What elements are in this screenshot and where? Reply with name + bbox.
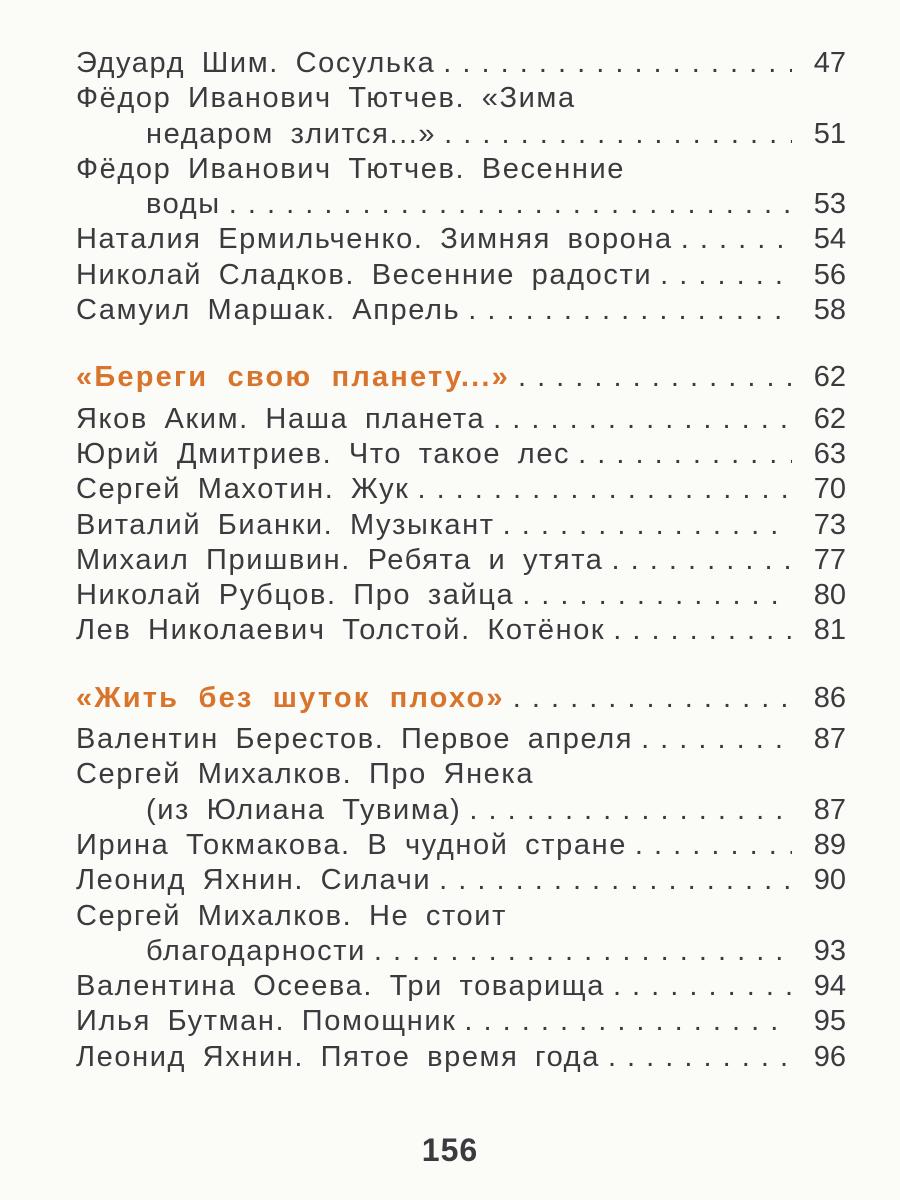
dot-leader <box>635 828 792 863</box>
entry-title: Фёдор Иванович Тютчев. «Зима <box>76 82 576 115</box>
entry-title: недаром злится...» <box>146 117 437 150</box>
dot-leader <box>229 187 792 222</box>
section-title: «Береги свою планету...» <box>76 361 510 394</box>
section-page-number: 86 <box>813 681 846 714</box>
entry-title: Сергей Махотин. Жук <box>76 473 410 506</box>
dot-leader <box>518 360 792 395</box>
entry-title: Николай Сладков. Весенние радости <box>76 258 653 291</box>
dot-leader <box>513 681 792 716</box>
dot-leader <box>503 508 792 543</box>
section-title: «Жить без шуток плохо» <box>76 681 505 714</box>
dot-leader <box>613 613 792 648</box>
entry-title: Фёдор Иванович Тютчев. Весенние <box>76 152 626 185</box>
page-number: 156 <box>421 1132 479 1168</box>
entry-page-number: 90 <box>813 864 846 897</box>
toc-entry <box>76 258 846 293</box>
dot-leader <box>439 863 792 898</box>
entry-title: Валентина Осеева. Три товарища <box>76 970 605 1003</box>
toc-entry <box>76 508 846 543</box>
entry-title: Илья Бутман. Помощник <box>76 1005 457 1038</box>
entry-title: Лев Николаевич Толстой. Котёнок <box>76 614 606 647</box>
toc-entry <box>76 613 846 648</box>
entry-page-number: 80 <box>813 579 846 612</box>
dot-leader <box>613 969 792 1004</box>
entry-page-number: 95 <box>813 1005 846 1038</box>
toc-entry <box>76 46 846 81</box>
entry-page-number: 70 <box>813 473 846 506</box>
dot-leader <box>660 258 792 293</box>
toc-entry <box>76 1004 846 1039</box>
entry-page-number: 56 <box>813 258 846 291</box>
entry-title: воды <box>146 188 221 221</box>
entry-page-number: 58 <box>813 294 846 327</box>
entry-title: Леонид Яхнин. Пятое время года <box>76 1040 600 1073</box>
entry-title: Михаил Пришвин. Ребята и утята <box>76 543 604 576</box>
toc-entry <box>76 222 846 257</box>
dot-leader <box>417 472 792 507</box>
entry-title: благодарности <box>146 934 366 967</box>
dot-leader <box>469 793 792 828</box>
toc-entry <box>76 969 846 1004</box>
dot-leader <box>374 934 792 969</box>
dot-leader <box>468 293 792 328</box>
toc-entry <box>76 543 846 578</box>
entry-page-number: 96 <box>813 1040 846 1073</box>
dot-leader <box>681 222 792 257</box>
dot-leader <box>444 117 792 152</box>
entry-page-number: 87 <box>813 793 846 826</box>
dot-leader <box>608 1040 792 1075</box>
entry-page-number: 54 <box>813 223 846 256</box>
entry-title: Самуил Маршак. Апрель <box>76 294 461 327</box>
entry-page-number: 53 <box>813 188 846 221</box>
entry-title: Ирина Токмакова. В чудной стране <box>76 828 627 861</box>
toc-entry <box>76 828 846 863</box>
toc-entry <box>76 578 846 613</box>
entry-page-number: 77 <box>813 543 846 576</box>
section-page-number: 62 <box>813 361 846 394</box>
entry-title: Виталий Бианки. Музыкант <box>76 508 495 541</box>
entry-title: Сергей Михалков. Не стоит <box>76 899 507 932</box>
entry-page-number: 93 <box>813 934 846 967</box>
entry-title: Наталия Ермильченко. Зимняя ворона <box>76 223 673 256</box>
entry-page-number: 73 <box>813 508 846 541</box>
dot-leader <box>443 46 792 81</box>
toc-section-heading <box>76 360 846 395</box>
entry-page-number: 51 <box>813 117 846 150</box>
toc-entry <box>76 81 846 152</box>
entry-title: Николай Рубцов. Про зайца <box>76 579 515 612</box>
dot-leader <box>612 543 792 578</box>
toc-entry <box>76 899 846 970</box>
entry-title: Эдуард Шим. Сосулька <box>76 47 436 79</box>
toc-entry <box>76 863 846 898</box>
entry-page-number: 89 <box>813 828 846 861</box>
toc-entry <box>76 1040 846 1075</box>
entry-page-number: 63 <box>813 437 846 470</box>
toc-entry <box>76 437 846 472</box>
entry-title: Леонид Яхнин. Силачи <box>76 864 432 897</box>
toc-entry <box>76 757 846 828</box>
toc-entry <box>76 472 846 507</box>
entry-title: Юрий Дмитриев. Что такое лес <box>76 437 571 470</box>
dot-leader <box>578 437 792 472</box>
toc-section-heading <box>76 681 846 716</box>
toc-entry <box>76 402 846 437</box>
toc-entry <box>76 293 846 328</box>
entry-page-number: 62 <box>813 402 846 435</box>
entry-title: (из Юлиана Тувима) <box>146 793 462 826</box>
entry-title: Яков Аким. Наша планета <box>76 402 486 435</box>
entry-page-number: 47 <box>813 47 846 79</box>
entry-page-number: 94 <box>813 970 846 1003</box>
entry-page-number: 81 <box>813 614 846 647</box>
dot-leader <box>464 1004 792 1039</box>
table-of-contents <box>76 46 846 1075</box>
dot-leader <box>641 722 792 757</box>
dot-leader <box>522 578 792 613</box>
toc-entry <box>76 152 846 223</box>
toc-entry <box>76 722 846 757</box>
dot-leader <box>493 402 792 437</box>
entry-title: Валентин Берестов. Первое апреля <box>76 723 634 756</box>
entry-title: Сергей Михалков. Про Янека <box>76 758 535 791</box>
entry-page-number: 87 <box>813 723 846 756</box>
